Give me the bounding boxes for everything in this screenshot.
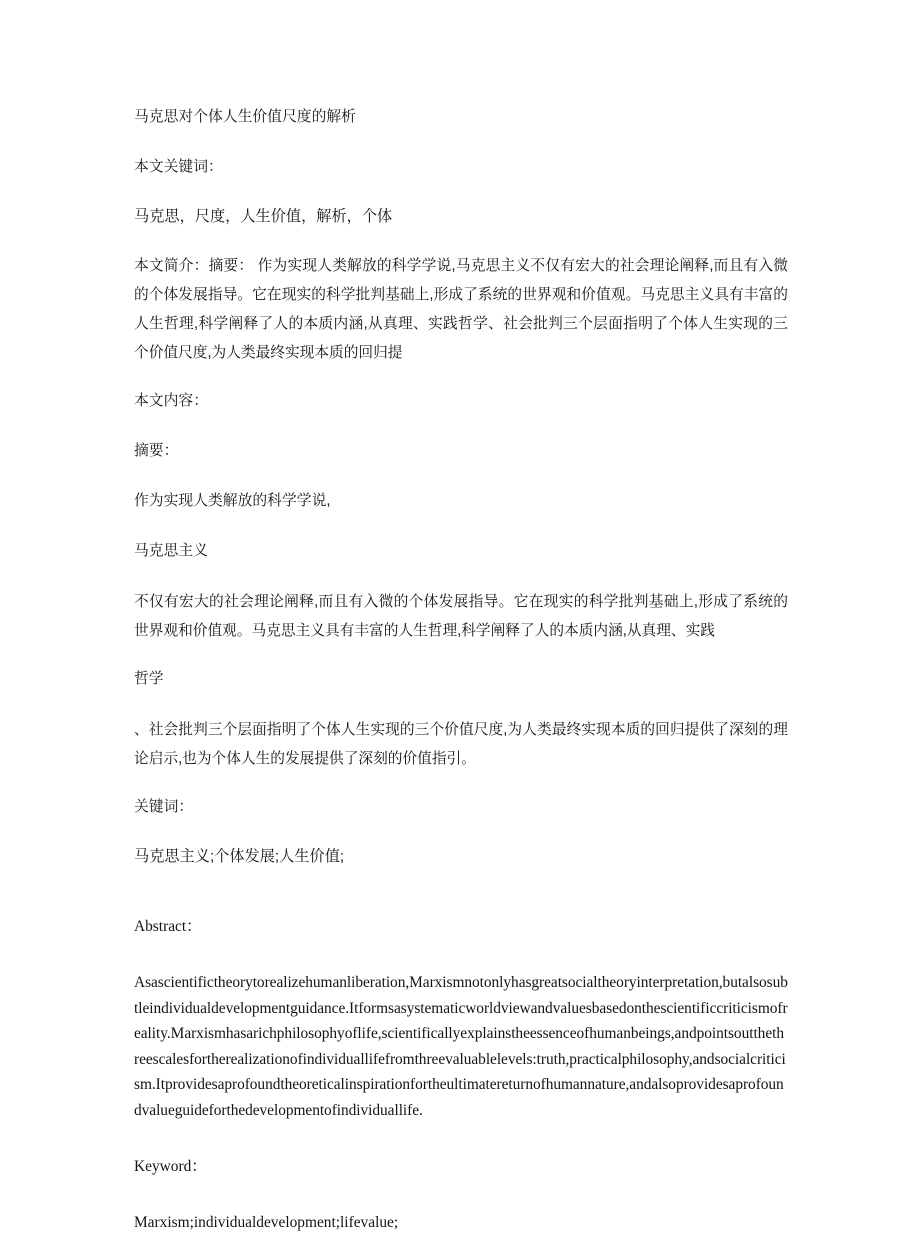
- page-title: 马克思对个体人生价值尺度的解析: [134, 109, 356, 125]
- cn-keyword-value: 马克思主义;个体发展;人生价值;: [134, 848, 345, 865]
- intro-abstract-paragraph: 本文简介：摘要： 作为实现人类解放的科学学说,马克思主义不仅有宏大的社会理论阐释,而且有入微的个体发展指导。它在现实的科学批判基础上,形成了系统的世界观和价值观。马克思主义具有丰富的人生哲理,科学阐释了人的本质内涵,从真理、实践哲学、社会批判三个层面指明了个体人生实现的三个价值尺度,为人类最终实现本质的回归提: [134, 258, 788, 361]
- abstract-en-label: Abstract：: [134, 918, 202, 935]
- keywords-label: 本文关键词：: [134, 159, 223, 175]
- abstract-line-marxism: 马克思主义: [134, 543, 208, 559]
- abstract-line-opening: 作为实现人类解放的科学学说,: [134, 493, 331, 509]
- keyword-en-label: Keyword：: [134, 1157, 207, 1175]
- abstract-label: 摘要：: [134, 443, 179, 459]
- keywords-value: 马克思，尺度，人生价值，解析，个体: [134, 208, 393, 225]
- abstract-body-second: 、社会批判三个层面指明了个体人生实现的三个价值尺度,为人类最终实现本质的回归提供了深刻的理论启示,也为个体人生的发展提供了深刻的价值指引。: [134, 722, 788, 767]
- abstract-en-text: Asascientifictheorytorealizehumanliberation,Marxismnotonlyhasgreatsocialtheoryinterpretation,butalsosubtleindividualdevelopmentguidance.Itformsasystematicworldviewandvaluesbasedonthescientificcriticismofreality.Marxismhasarichphilosophyoflife,scientificallyexplainstheessenceofhumanbeings,andpointsoutthethreescalesfortherealizationofindividuallifefromthreevaluablelevels:truth,practicalphilosophy,andsocialcriticism.Itprovidesaprofoundtheoreticalinspirationfortheultimatereturnofhumannature,andalsoprovidesaprofoundvalueguideforthedevelopmentofindividuallife.: [134, 974, 788, 1119]
- english-abstract-region: [134, 914, 788, 1235]
- abstract-line-philosophy: 哲学: [134, 671, 164, 687]
- document-body: [134, 104, 788, 1235]
- keyword-en-value: Marxism;individualdevelopment;lifevalue;: [134, 1213, 399, 1231]
- cn-keyword-label: 关键词：: [134, 799, 194, 815]
- abstract-body-first: 不仅有宏大的社会理论阐释,而且有入微的个体发展指导。它在现实的科学批判基础上,形成了系统的世界观和价值观。马克思主义具有丰富的人生哲理,科学阐释了人的本质内涵,从真理、实践: [134, 594, 788, 639]
- content-label: 本文内容：: [134, 393, 208, 409]
